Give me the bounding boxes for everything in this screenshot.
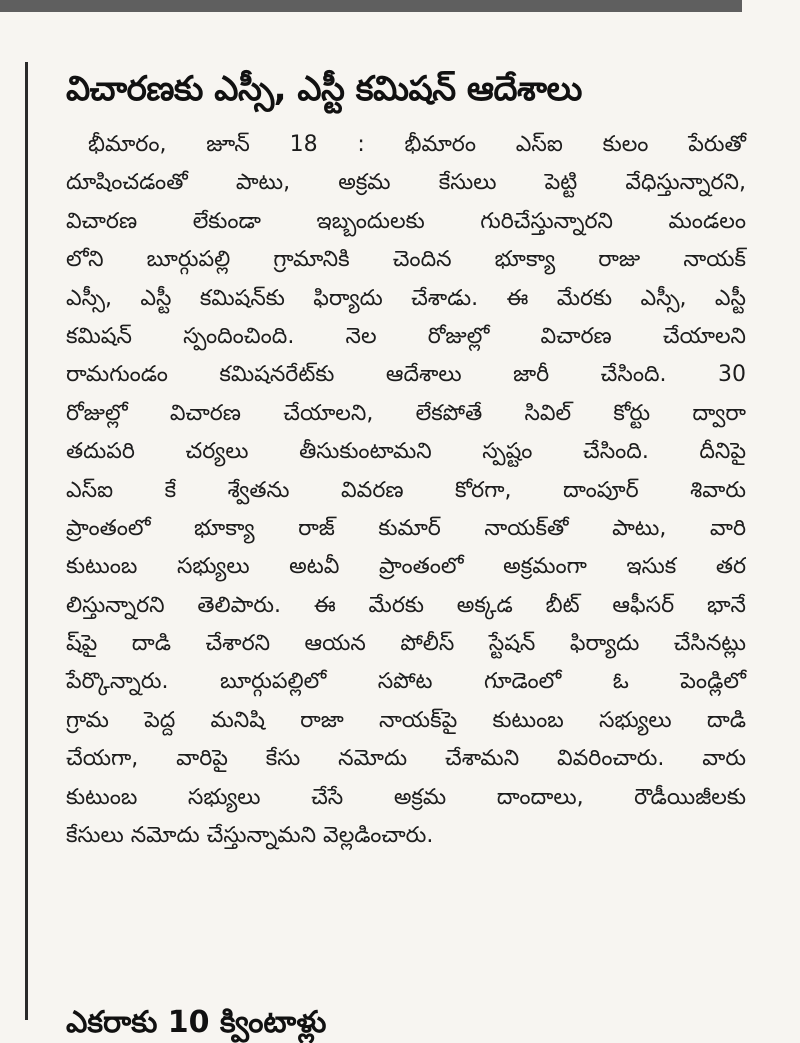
article-body-line: ఎస్ఐ కే శ్వేతను వివరణ కోరగా, దాంపూర్ శివారు xyxy=(66,477,746,503)
article-body-line: రోజుల్లో విచారణ చేయాలని, లేకపోతే సివిల్ కోర్టు ద్వారా xyxy=(66,400,746,426)
next-article-headline: ఎకరాకు 10 క్వింటాళ్లు xyxy=(66,1005,327,1040)
column-rule xyxy=(25,62,28,1020)
article-body-line: లిస్తున్నారని తెలిపారు. ఈ మేరకు అక్కడ బీట్ ఆఫీసర్ భానే xyxy=(66,592,746,618)
article-body-line: ష్‌పై దాడి చేశారని ఆయన పోలీస్ స్టేషన్ ఫిర్యాదు చేసినట్లు xyxy=(66,631,746,657)
article-body-line: విచారణ లేకుండా ఇబ్బందులకు గురిచేస్తున్నారని మండలం xyxy=(66,208,746,234)
article-body-line: కమిషన్ స్పందించింది. నెల రోజుల్లో విచారణ చేయాలని xyxy=(66,323,746,349)
article-body-line: ఎస్సీ, ఎస్టీ కమిషన్‌కు ఫిర్యాదు చేశాడు. ఈ మేరకు ఎస్సీ, ఎస్టీ xyxy=(66,285,746,311)
article-body-line: పేర్కొన్నారు. బూర్గుపల్లిలో సపోట గూడెంలో ఓ పెండ్లిలో xyxy=(66,669,746,695)
article-body-line: కుటుంబ సభ్యులు అటవీ ప్రాంతంలో అక్రమంగా ఇసుక తర xyxy=(66,554,746,580)
article-body-line: ప్రాంతంలో భూక్యా రాజ్ కుమార్ నాయక్‌తో పాటు, వారి xyxy=(66,515,746,541)
article-body-line: లోని బూర్గుపల్లి గ్రామానికి చెందిన భూక్యా రాజు నాయక్ xyxy=(66,247,746,273)
article-body-line: రామగుండం కమిషనరేట్‌కు ఆదేశాలు జారీ చేసింది. 30 xyxy=(66,362,746,388)
article-body xyxy=(66,126,746,855)
news-article xyxy=(66,58,746,855)
article-body-line: చేయగా, వారిపై కేసు నమోదు చేశామని వివరించారు. వారు xyxy=(66,746,746,772)
article-body-line: భీమారం, జూన్ 18 : భీమారం ఎస్ఐ కులం పేరుతో xyxy=(88,132,746,157)
article-body-line: దూషించడంతో పాటు, అక్రమ కేసులు పెట్టి వేధిస్తున్నారని, xyxy=(66,170,746,196)
article-body-line: కేసులు నమోదు చేస్తున్నామని వెల్లడించారు. xyxy=(66,823,434,849)
article-body-line: తదుపరి చర్యలు తీసుకుంటామని స్పష్టం చేసింది. దీనిపై xyxy=(66,439,746,465)
article-body-line: గ్రామ పెద్ద మనిషి రాజా నాయక్‌పై కుటుంబ సభ్యులు దాడి xyxy=(66,707,746,733)
article-body-line: కుటుంబ సభ్యులు చేసే అక్రమ దాందాలు, రౌడీయిజీలకు xyxy=(66,784,746,810)
top-border-bar xyxy=(0,0,742,12)
article-headline: విచారణకు ఎస్సీ, ఎస్టీ కమిషన్ ఆదేశాలు xyxy=(66,69,582,109)
